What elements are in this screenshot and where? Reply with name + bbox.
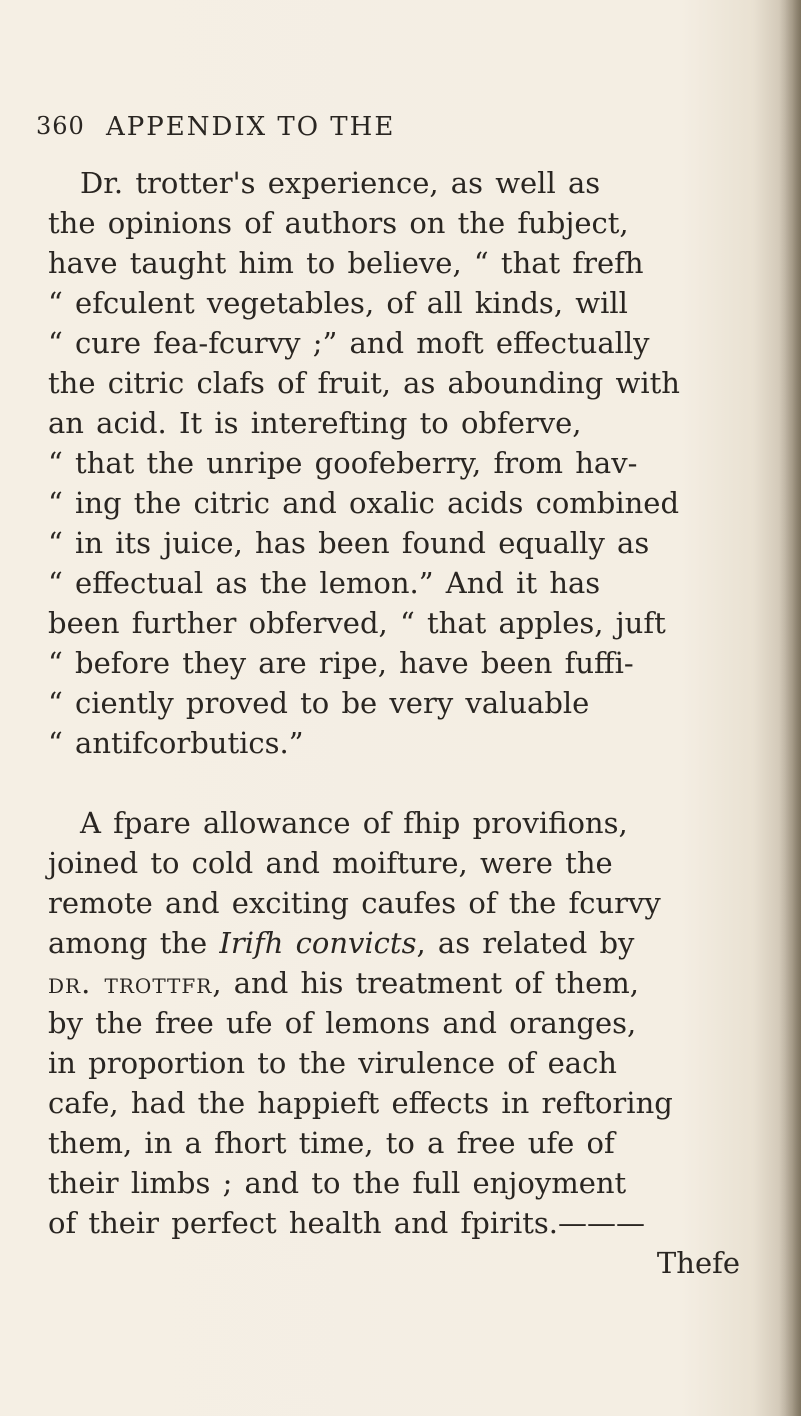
text-line: them, in a fhort time, to a free ufe of (48, 1126, 615, 1160)
text-line: Dr. trotter's experience, as well as (80, 166, 601, 200)
italic-text: Irifh convicts (219, 926, 417, 960)
text-line: “ ing the citric and oxalic acids combined (48, 486, 680, 520)
paragraph-gap (48, 763, 748, 803)
page-number: 360 (36, 112, 85, 140)
text-line: of their perfect health and fpirits.——— (48, 1206, 646, 1240)
page-edge-shadow (779, 0, 801, 1416)
text-line: “ in its juice, has been found equally as (48, 526, 650, 560)
text-line: the citric clafs of fruit, as abounding with (48, 366, 680, 400)
text-line: the opinions of authors on the fubject, (48, 206, 629, 240)
text-run: , as related by (416, 926, 635, 960)
text-line: their limbs ; and to the full enjoyment (48, 1166, 627, 1200)
text-line: “ antifcorbutics.” (48, 726, 304, 760)
text-run: among the (48, 926, 220, 960)
text-line: joined to cold and moifture, were the (48, 846, 613, 880)
text-line: by the free ufe of lemons and oranges, (48, 1006, 637, 1040)
small-caps-name: dr. trottfr (48, 966, 213, 1000)
text-line: “ ciently proved to be very valuable (48, 686, 590, 720)
text-line (48, 923, 748, 963)
text-line: been further obferved, “ that apples, juft (48, 606, 666, 640)
page-header (36, 112, 736, 152)
text-line: “ effectual as the lemon.” And it has (48, 566, 601, 600)
text-line: “ that the unripe goofeberry, from hav- (48, 446, 638, 480)
text-line: “ efculent vegetables, of all kinds, will (48, 286, 628, 320)
text-line: “ before they are ripe, have been fuffi- (48, 646, 634, 680)
text-line: remote and exciting caufes of the fcurvy (48, 886, 661, 920)
text-line: “ cure fea-fcurvy ;” and moft effectually (48, 326, 650, 360)
page-body (48, 163, 748, 1283)
text-line: A fpare allowance of fhip provifions, (80, 806, 628, 840)
text-line (48, 963, 748, 1003)
catchword: Thefe (656, 1246, 740, 1280)
running-head: APPENDIX TO THE (106, 112, 396, 142)
text-line: have taught him to believe, “ that frefh (48, 246, 644, 280)
text-line: an acid. It is interefting to obferve, (48, 406, 582, 440)
text-line: in proportion to the virulence of each (48, 1046, 617, 1080)
text-run: , and his treatment of them, (212, 966, 640, 1000)
text-line: cafe, had the happieft effects in reftoring (48, 1086, 673, 1120)
